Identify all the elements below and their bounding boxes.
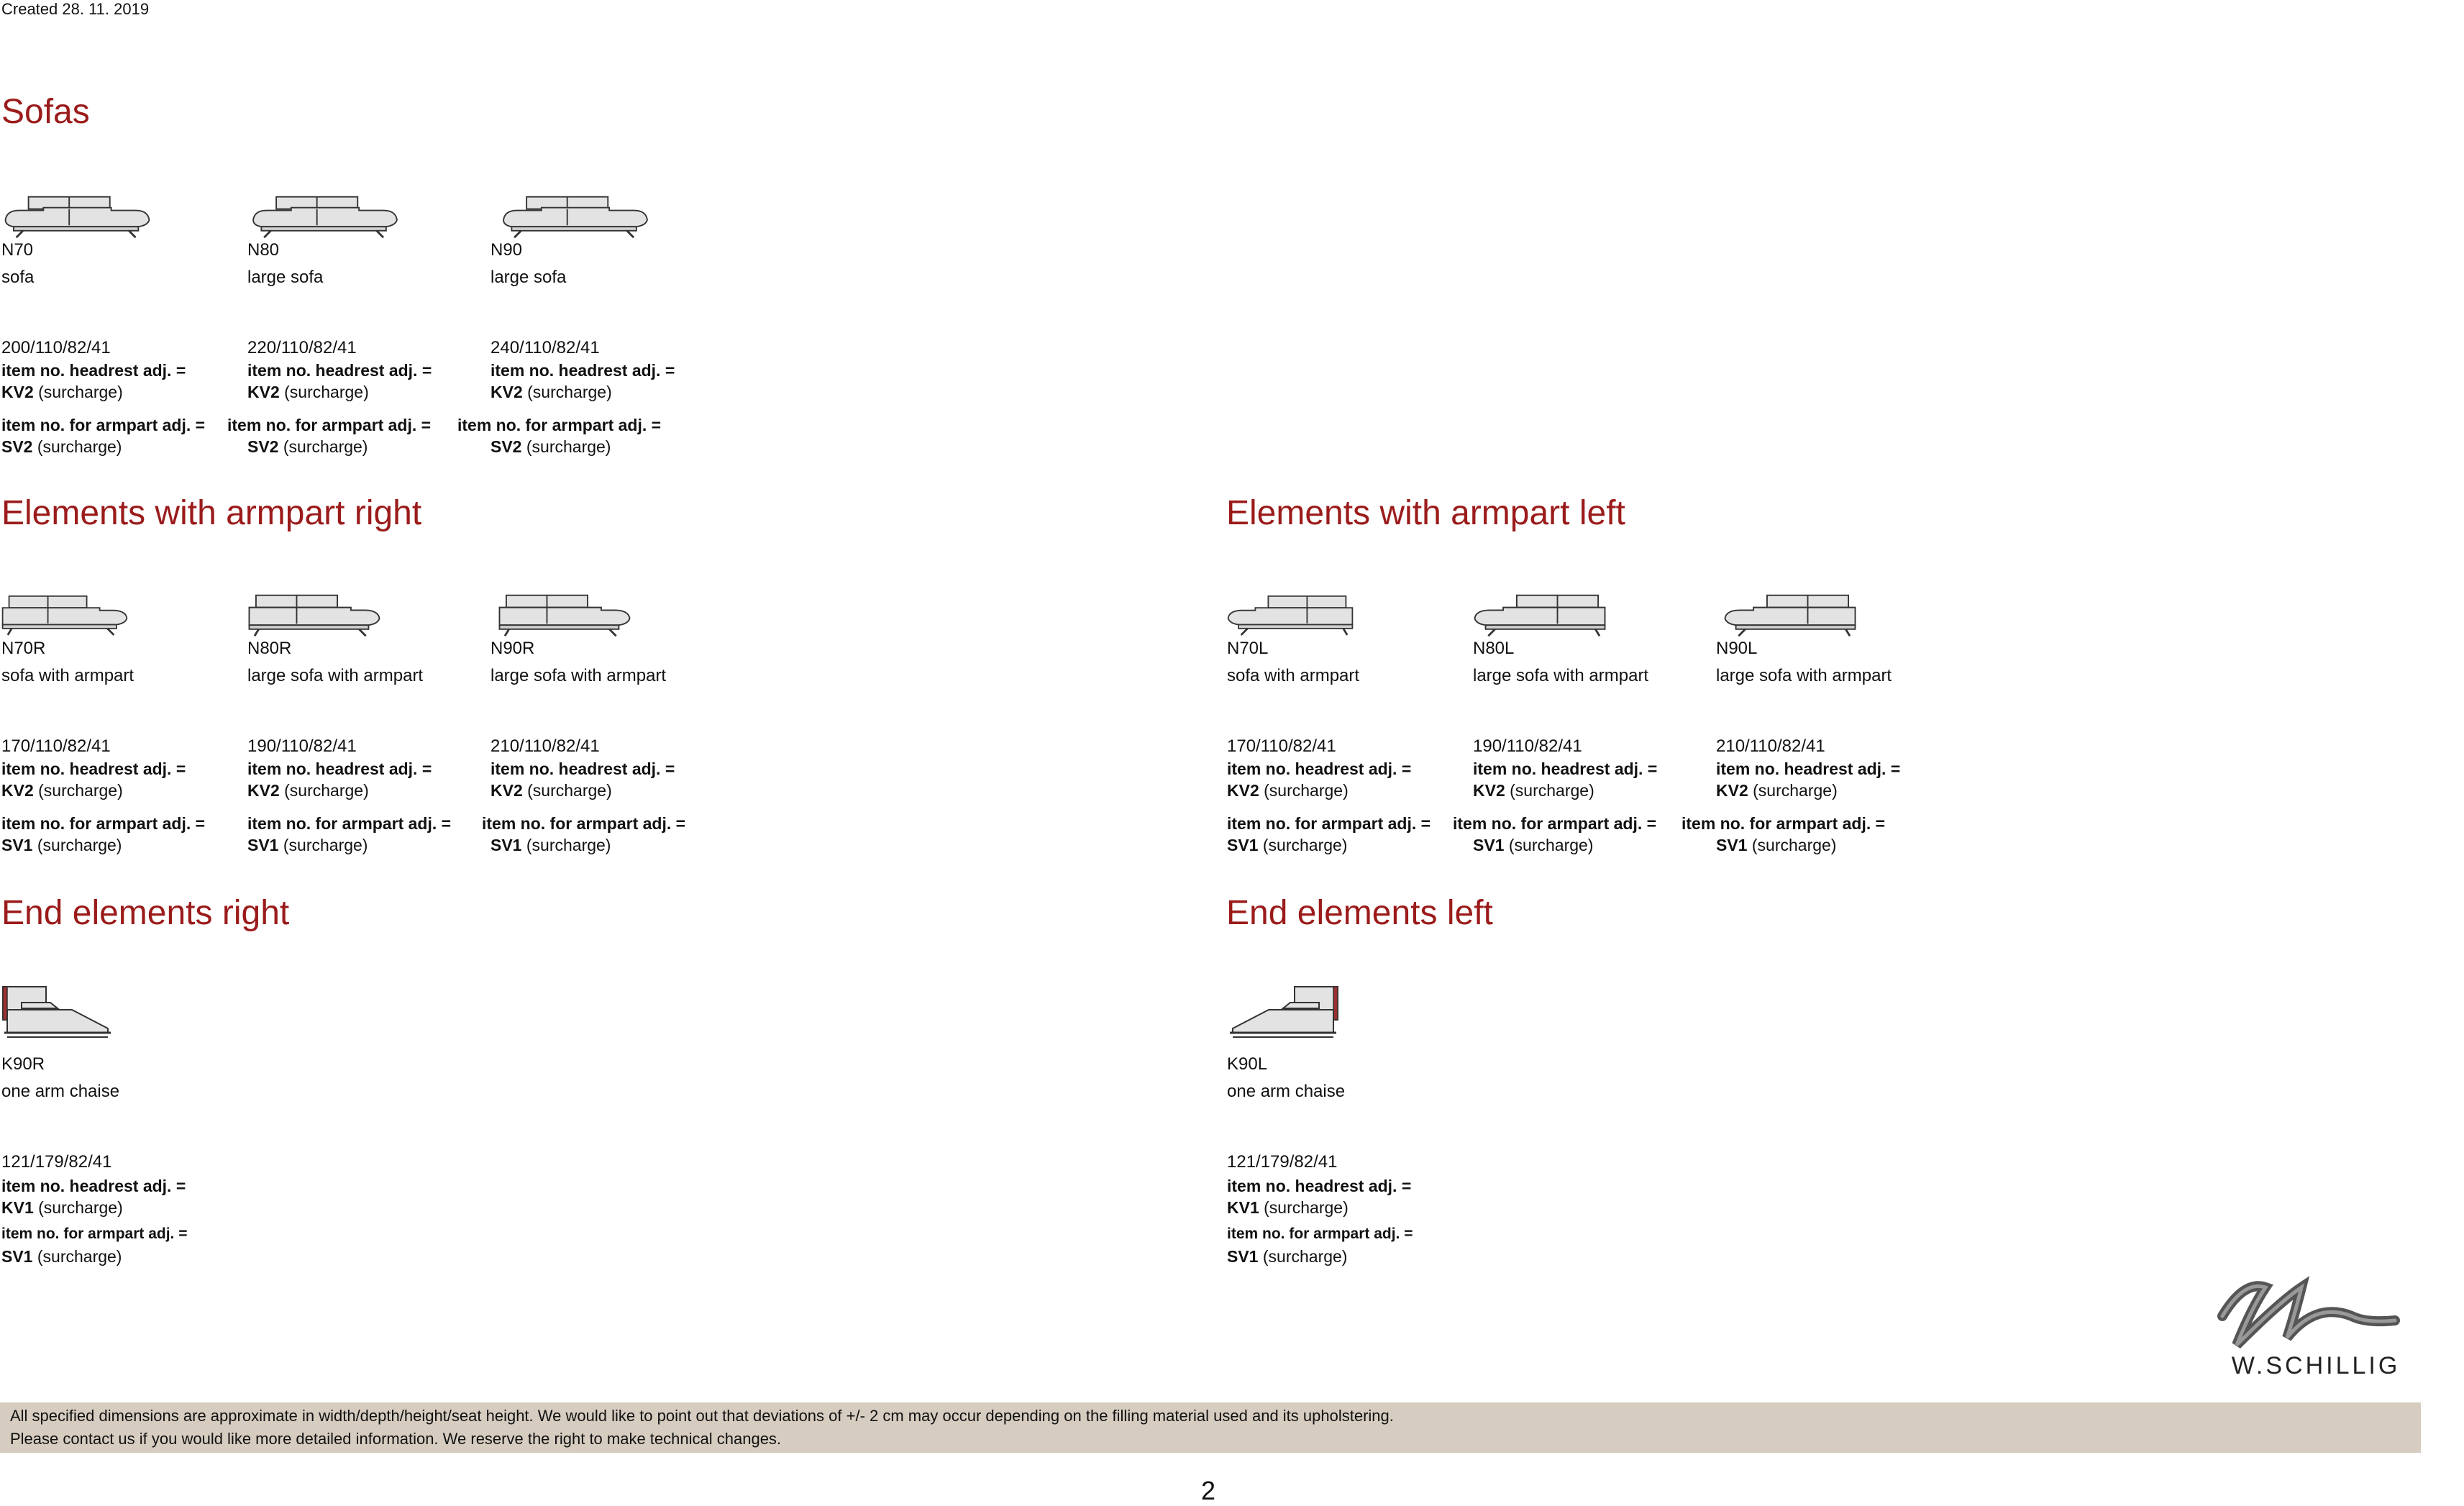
section-title-end-right: End elements right (1, 894, 290, 932)
chaise-left-icon (1226, 981, 1341, 1046)
headrest-code: KV2 (1716, 781, 1748, 800)
armpart-label: item no. for armpart adj. = (227, 416, 432, 434)
armpart-label: item no. for armpart adj. = (1, 1226, 188, 1242)
headrest-option (1716, 781, 1838, 800)
armpart-option (1, 437, 122, 457)
armpart-option (247, 437, 368, 457)
footer-line-1: All specified dimensions are approximate in width/depth/height/seat height. We would like to point out that deviations of +/- 2 cm may occur depending on the filling material used and its upholstering. (10, 1407, 1394, 1425)
surcharge-text: (surcharge) (279, 383, 369, 401)
surcharge-text: (surcharge) (279, 781, 369, 800)
armpart-label: item no. for armpart adj. = (1682, 814, 1886, 833)
armpart-option (490, 836, 611, 855)
section-title-armpart-right: Elements with armpart right (1, 494, 422, 532)
item-code: N70 (1, 240, 34, 260)
surcharge-text: (surcharge) (1258, 836, 1348, 854)
surcharge-text: (surcharge) (33, 1198, 123, 1217)
sofa-armpart-left-icon (1715, 591, 1866, 639)
surcharge-text: (surcharge) (1504, 836, 1594, 854)
item-description: large sofa (490, 268, 567, 287)
item-code: N70L (1227, 639, 1269, 658)
armpart-label: item no. for armpart adj. = (1227, 814, 1431, 833)
armpart-code: SV1 (247, 836, 279, 854)
headrest-code: KV2 (1, 781, 34, 800)
armpart-option (1, 836, 122, 855)
armpart-code: SV1 (1, 836, 33, 854)
headrest-label: item no. headrest adj. = (1, 759, 186, 778)
surcharge-text: (surcharge) (32, 437, 122, 456)
item-dimensions: 210/110/82/41 (490, 736, 600, 756)
sofa-drawing-icon (246, 193, 404, 240)
surcharge-text: (surcharge) (278, 836, 368, 854)
item-code: K90L (1227, 1054, 1268, 1074)
headrest-code: KV2 (1227, 781, 1259, 800)
armpart-label: item no. for armpart adj. = (457, 416, 662, 434)
headrest-code: KV2 (490, 781, 523, 800)
headrest-label: item no. headrest adj. = (247, 759, 432, 778)
headrest-label: item no. headrest adj. = (1473, 759, 1658, 778)
created-date: Created 28. 11. 2019 (1, 0, 150, 18)
brand-logo (2179, 1259, 2452, 1388)
armpart-label: item no. for armpart adj. = (1453, 814, 1657, 833)
sofa-drawing-icon (0, 193, 155, 240)
headrest-option (1, 781, 123, 800)
headrest-code: KV1 (1, 1198, 34, 1217)
armpart-option (1, 1247, 122, 1267)
surcharge-text: (surcharge) (32, 1247, 122, 1266)
armpart-label: item no. for armpart adj. = (1227, 1226, 1413, 1242)
armpart-option (1227, 836, 1347, 855)
item-code: N70R (1, 639, 46, 658)
headrest-code: KV2 (1473, 781, 1505, 800)
surcharge-text: (surcharge) (1258, 1247, 1348, 1266)
item-description: one arm chaise (1227, 1082, 1346, 1101)
headrest-code: KV1 (1227, 1198, 1259, 1217)
item-code: N90R (490, 639, 535, 658)
armpart-code: SV2 (490, 437, 522, 456)
item-dimensions: 240/110/82/41 (490, 338, 600, 357)
surcharge-text: (surcharge) (1259, 781, 1349, 800)
sofa-armpart-right-icon (246, 591, 383, 639)
armpart-code: SV1 (1227, 836, 1259, 854)
headrest-label: item no. headrest adj. = (247, 361, 432, 380)
sofa-armpart-left-icon (1471, 591, 1608, 639)
surcharge-text: (surcharge) (1748, 781, 1838, 800)
sofa-armpart-right-icon (0, 591, 129, 639)
armpart-code: SV1 (1227, 1247, 1259, 1266)
armpart-code: SV1 (1, 1247, 33, 1266)
sofa-armpart-left-icon (1226, 591, 1355, 639)
headrest-option (247, 383, 369, 402)
surcharge-text: (surcharge) (33, 383, 123, 401)
section-title-end-left: End elements left (1226, 894, 1493, 932)
item-dimensions: 190/110/82/41 (247, 736, 357, 756)
sofa-drawing-icon (489, 193, 662, 240)
item-description: large sofa with armpart (1716, 666, 1892, 685)
surcharge-text: (surcharge) (522, 781, 612, 800)
headrest-option (1, 1198, 123, 1218)
surcharge-text: (surcharge) (32, 836, 122, 854)
headrest-label: item no. headrest adj. = (490, 759, 675, 778)
item-dimensions: 170/110/82/41 (1227, 736, 1336, 756)
armpart-option (490, 437, 611, 457)
item-description: sofa with armpart (1227, 666, 1360, 685)
headrest-label: item no. headrest adj. = (490, 361, 675, 380)
headrest-label: item no. headrest adj. = (1, 361, 186, 380)
item-dimensions: 200/110/82/41 (1, 338, 111, 357)
armpart-label: item no. for armpart adj. = (1, 814, 206, 833)
footer-disclaimer (0, 1402, 2421, 1453)
section-title-sofas: Sofas (1, 93, 90, 131)
armpart-option (1227, 1247, 1347, 1267)
item-description: large sofa with armpart (247, 666, 424, 685)
logo-swirl-icon (2179, 1259, 2452, 1388)
item-code: N90 (490, 240, 523, 260)
armpart-code: SV1 (490, 836, 522, 854)
headrest-option (1227, 781, 1349, 800)
surcharge-text: (surcharge) (521, 437, 611, 456)
item-code: K90R (1, 1054, 45, 1074)
surcharge-text: (surcharge) (522, 383, 612, 401)
armpart-code: SV2 (247, 437, 279, 456)
surcharge-text: (surcharge) (1747, 836, 1837, 854)
armpart-code: SV2 (1, 437, 33, 456)
headrest-code: KV2 (490, 383, 523, 401)
armpart-label: item no. for armpart adj. = (482, 814, 686, 833)
item-description: sofa with armpart (1, 666, 134, 685)
headrest-label: item no. headrest adj. = (1, 1177, 186, 1195)
item-dimensions: 220/110/82/41 (247, 338, 357, 357)
item-description: large sofa (247, 268, 324, 287)
headrest-option (490, 383, 612, 402)
logo-text: W.SCHILLIG (2231, 1352, 2401, 1379)
footer-line-2: Please contact us if you would like more detailed information. We reserve the right to make technical changes. (10, 1430, 782, 1448)
armpart-option (1716, 836, 1836, 855)
item-code: N80 (247, 240, 280, 260)
armpart-option (1473, 836, 1593, 855)
item-dimensions: 121/179/82/41 (1, 1152, 112, 1172)
item-description: large sofa with armpart (490, 666, 667, 685)
headrest-code: KV2 (247, 781, 280, 800)
sofa-armpart-right-icon (489, 591, 640, 639)
item-dimensions: 210/110/82/41 (1716, 736, 1825, 756)
armpart-label: item no. for armpart adj. = (247, 814, 452, 833)
headrest-option (1, 383, 123, 402)
item-code: N80L (1473, 639, 1515, 658)
item-dimensions: 190/110/82/41 (1473, 736, 1582, 756)
surcharge-text: (surcharge) (521, 836, 611, 854)
item-description: one arm chaise (1, 1082, 120, 1101)
headrest-label: item no. headrest adj. = (1227, 1177, 1412, 1195)
item-dimensions: 170/110/82/41 (1, 736, 111, 756)
section-title-armpart-left: Elements with armpart left (1226, 494, 1625, 532)
headrest-option (1227, 1198, 1349, 1218)
surcharge-text: (surcharge) (33, 781, 123, 800)
surcharge-text: (surcharge) (278, 437, 368, 456)
armpart-option (247, 836, 368, 855)
headrest-option (247, 781, 369, 800)
item-description: large sofa with armpart (1473, 666, 1649, 685)
headrest-label: item no. headrest adj. = (1716, 759, 1901, 778)
headrest-code: KV2 (247, 383, 280, 401)
headrest-option (1473, 781, 1594, 800)
item-code: N80R (247, 639, 292, 658)
item-dimensions: 121/179/82/41 (1227, 1152, 1338, 1172)
headrest-label: item no. headrest adj. = (1227, 759, 1412, 778)
armpart-code: SV1 (1716, 836, 1748, 854)
page-number: 2 (1201, 1476, 1216, 1505)
surcharge-text: (surcharge) (1259, 1198, 1349, 1217)
item-description: sofa (1, 268, 35, 287)
item-code: N90L (1716, 639, 1758, 658)
surcharge-text: (surcharge) (1505, 781, 1594, 800)
headrest-option (490, 781, 612, 800)
chaise-right-icon (0, 981, 115, 1046)
armpart-code: SV1 (1473, 836, 1505, 854)
armpart-label: item no. for armpart adj. = (1, 416, 206, 434)
headrest-code: KV2 (1, 383, 34, 401)
